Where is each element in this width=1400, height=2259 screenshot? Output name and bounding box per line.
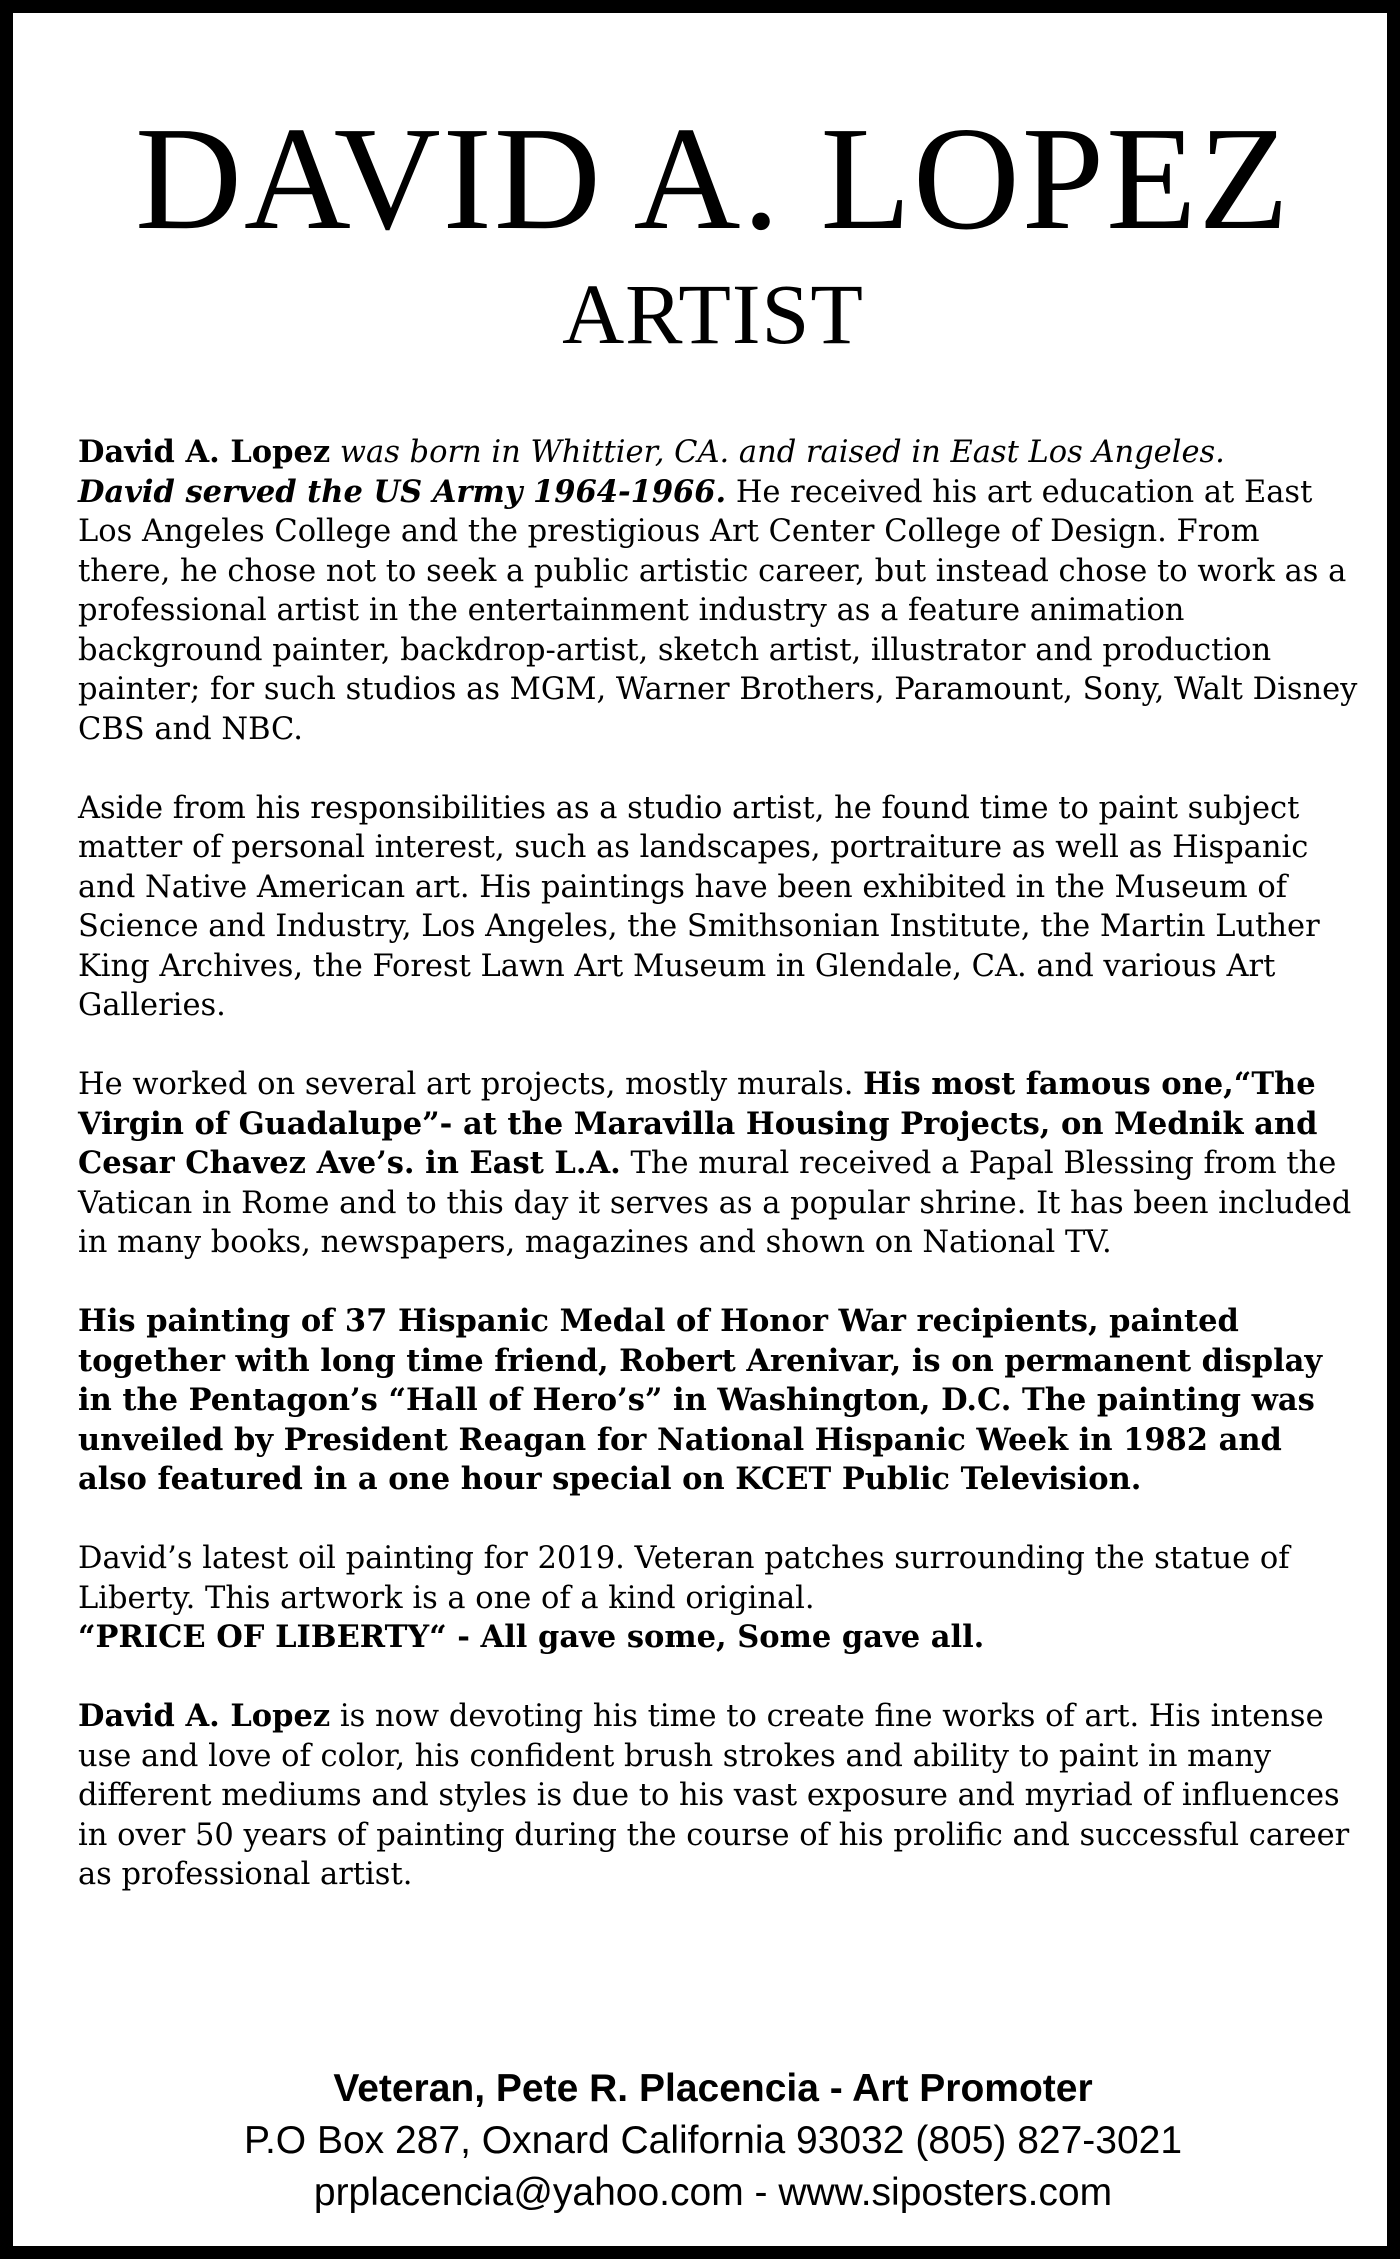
bio-closing-text: is now devoting his time to create fine works of art. His intense use and love of color, his confident brush strokes and ability to paint in many different mediums and styles is due to his vast exposure and myriad of influences in over 50 years of painting during the course of his prolific and successful career as professional artist. — [78, 1699, 1350, 1892]
biography — [78, 433, 1358, 1934]
address-line: P.O Box 287, Oxnard California 93032 (805) 827-3021 — [243, 2119, 1183, 2162]
bio-paragraph-6 — [78, 1697, 1358, 1895]
bio-paragraph-1 — [78, 433, 1358, 749]
artist-role-heading: ARTIST — [562, 266, 864, 362]
bio-birth-text: was born in Whittier, CA. and raised in East Los Angeles. — [330, 435, 1225, 470]
bio-latest-painting: David’s latest oil painting for 2019. Veteran patches surrounding the statue of Liberty. This artwork is a one of a kind original. — [78, 1541, 1290, 1616]
bio-name: David A. Lopez — [78, 1698, 331, 1734]
contact-line: prplacencia@yahoo.com - www.siposters.com — [313, 2171, 1113, 2214]
bio-famous-mural: His most famous one,“The Virgin of Guadalupe”- at the Maravilla Housing Projects, on Mednik and Cesar Chavez Ave’s. in East L.A. — [78, 1066, 1318, 1181]
promoter-line: Veteran, Pete R. Placencia - Art Promoter — [333, 2067, 1093, 2110]
promoter-contact — [13, 2063, 1400, 2219]
bio-name: David A. Lopez — [78, 434, 331, 470]
bio-paragraph-3 — [78, 1065, 1358, 1263]
bio-murals-intro: He worked on several art projects, mostly murals. — [78, 1067, 864, 1102]
artist-name-heading: DAVID A. LOPEZ — [135, 97, 1291, 261]
bio-paragraph-4: His painting of 37 Hispanic Medal of Honor War recipients, painted together with long time friend, Robert Arenivar, is on permanent display in the Pentagon’s “Hall of Hero’s” in Washington, D.C. The painting was unveiled by President Reagan for National Hispanic Week in 1982 and also featured in a one hour special on KCET Public Television. — [78, 1303, 1323, 1497]
bio-education-text: He received his art education at East Los Angeles College and the prestigious Art Center College of Design. From there, he chose not to seek a public artistic career, but instead chose to work as a professional artist in the entertainment industry as a feature animation background painter, backdrop-artist, sketch artist, illustrator and production painter; for such studios as MGM, Warner Brothers, Paramount, Sony, Walt Disney CBS and NBC. — [78, 474, 1358, 747]
bio-mural-details: The mural received a Papal Blessing from the Vatican in Rome and to this day it serves as a popular shrine. It has been included in many books, newspapers, magazines and shown on National TV. — [78, 1146, 1352, 1260]
bio-paragraph-5 — [78, 1539, 1358, 1658]
bio-price-of-liberty: “PRICE OF LIBERTY“ - All gave some, Some gave all. — [78, 1619, 985, 1655]
bio-paragraph-2: Aside from his responsibilities as a studio artist, he found time to paint subject matter of personal interest, such as landscapes, portraiture as well as Hispanic and Native American art. His paintings have been exhibited in the Museum of Science and Industry, Los Angeles, the Smithsonian Institute, the Martin Luther King Archives, the Forest Lawn Art Museum in Glendale, CA. and various Art Galleries. — [78, 790, 1320, 1023]
bio-army-text: David served the US Army 1964-1966. — [78, 473, 727, 510]
